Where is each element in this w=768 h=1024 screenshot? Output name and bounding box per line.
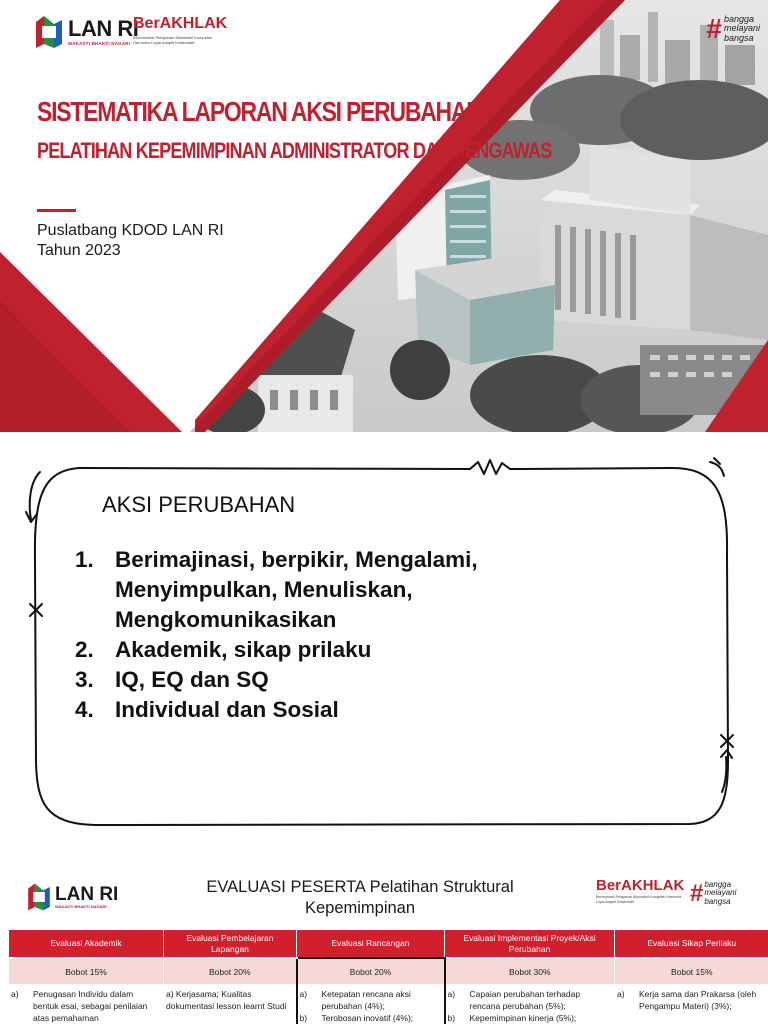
aksi-perubahan-list: [75, 545, 595, 725]
criteria-cell: [164, 984, 297, 1024]
organization-name: Puslatbang KDOD LAN RI: [37, 222, 224, 239]
criteria-cell: [297, 984, 445, 1024]
bangga-line-2: melayani: [704, 888, 737, 898]
list-item-number: 4.: [75, 697, 94, 722]
slide-title: [170, 877, 550, 919]
list-item-number: 3.: [75, 667, 94, 692]
list-item: [75, 695, 595, 725]
list-item-text: Individual dan Sosial: [115, 697, 339, 722]
criteria-item: b) Terobosan inovatif (4%);: [299, 1013, 414, 1023]
weight-cell: Bobot 15%: [9, 958, 164, 984]
list-item-number: 1.: [75, 547, 94, 572]
bangga-line-3: bangsa: [723, 32, 754, 43]
criteria-item: a) Capaian perubahan terhadap rencana perubahan (5%);: [447, 989, 581, 1011]
bangga-line-1: bangga: [723, 14, 755, 24]
criteria-item: a) Penugasan Individu dalam bentuk esai, sebagai penilaian atas pemahaman: [11, 989, 148, 1023]
bangga-melayani-bangsa-logo: [706, 15, 760, 43]
lan-ri-emblem-icon: [26, 882, 52, 912]
evaluation-table: [8, 930, 768, 1024]
cover-slide: [0, 0, 768, 432]
cover-subtitle: PELATIHAN KEPEMIMPINAN ADMINISTRATOR DAN PENGAWAS: [37, 138, 552, 163]
weight-cell: Bobot 20%: [297, 958, 445, 984]
berakhlak-logo: [596, 878, 686, 904]
criteria-item: a) Ketepatan rencana aksi perubahan (4%);: [299, 989, 411, 1011]
lan-ri-name: LAN RI: [68, 15, 139, 41]
lan-ri-emblem-icon: [34, 14, 64, 50]
lan-ri-tagline: WAKASTI BHAKTI NAGARI: [55, 904, 107, 909]
lan-ri-tagline: WAKASTI BHAKTI NAGARI: [68, 40, 131, 46]
criteria-item: b) Kepemimpinan kinerja (5%);: [447, 1013, 577, 1023]
list-item-text: Akademik, sikap prilaku: [115, 637, 372, 662]
weight-cell: Bobot 15%: [615, 958, 768, 984]
title-divider: [37, 209, 76, 212]
list-item: [75, 545, 595, 635]
list-item: [75, 665, 595, 695]
evaluasi-peserta-slide: [0, 864, 768, 1024]
slide-title-bold: EVALUASI PESERTA: [206, 878, 366, 896]
weight-cell: Bobot 20%: [164, 958, 297, 984]
column-header: Evaluasi Implementasi Proyek/Aksi Perubahan: [445, 930, 615, 958]
weight-cell: Bobot 30%: [445, 958, 615, 984]
column-header: Evaluasi Akademik: [9, 930, 164, 958]
section-heading: AKSI PERUBAHAN: [102, 492, 296, 517]
list-item: [75, 635, 595, 665]
column-header: Evaluasi Rancangan: [297, 930, 445, 958]
aksi-perubahan-slide: [0, 432, 768, 864]
column-header: Evaluasi Sikap Perilaku: [615, 930, 768, 958]
cover-title: SISTEMATIKA LAPORAN AKSI PERUBAHAN: [37, 96, 482, 127]
hashtag-icon: #: [690, 879, 704, 907]
table-header-row: [9, 930, 768, 958]
column-header: Evaluasi Pembelajaran Lapangan: [164, 930, 297, 958]
lan-ri-logo: [34, 14, 138, 50]
bangga-line-2: melayani: [723, 23, 760, 34]
table-row-weights: [9, 958, 768, 984]
criteria-cell: [9, 984, 164, 1024]
list-item-text: Berimajinasi, berpikir, Mengalami, Menyimpulkan, Menuliskan, Mengkomunikasikan: [115, 547, 478, 632]
lan-ri-logo: [26, 882, 118, 912]
berakhlak-tagline: Berorientasi Pelayanan Akuntabel Kompeten Harmonis Loyal Adaptif Kolaboratif: [596, 895, 682, 904]
criteria-cell: [615, 984, 768, 1024]
list-item-text: IQ, EQ dan SQ: [115, 667, 269, 692]
criteria-cell: [445, 984, 615, 1024]
campus-photo: [0, 0, 768, 432]
criteria-item: a) Kerjasama; Kualitas dokumentasi lesson learnt Studi: [166, 989, 287, 1011]
berakhlak-logo: [133, 16, 228, 45]
berakhlak-name: BerAKHLAK: [133, 15, 228, 32]
lan-ri-name: LAN RI: [55, 884, 119, 905]
bangga-line-3: bangsa: [704, 896, 731, 906]
bangga-melayani-bangsa-logo: [690, 881, 736, 906]
year-label: Tahun 2023: [37, 242, 121, 259]
list-item-number: 2.: [75, 637, 94, 662]
berakhlak-name: BerAKHLAK: [596, 877, 685, 894]
table-row-criteria: [9, 984, 768, 1024]
hashtag-icon: #: [706, 13, 722, 45]
slide-title-rest: Pelatihan Struktural Kepemimpinan: [304, 878, 514, 917]
bangga-line-1: bangga: [704, 880, 732, 889]
criteria-item: a) Kerja sama dan Prakarsa (oleh Pengampu Materi) (3%);: [617, 989, 757, 1011]
berakhlak-tagline: Berorientasi Pelayanan Akuntabel Kompeten Harmonis Loyal Adaptif Kolaboratif: [133, 35, 213, 46]
